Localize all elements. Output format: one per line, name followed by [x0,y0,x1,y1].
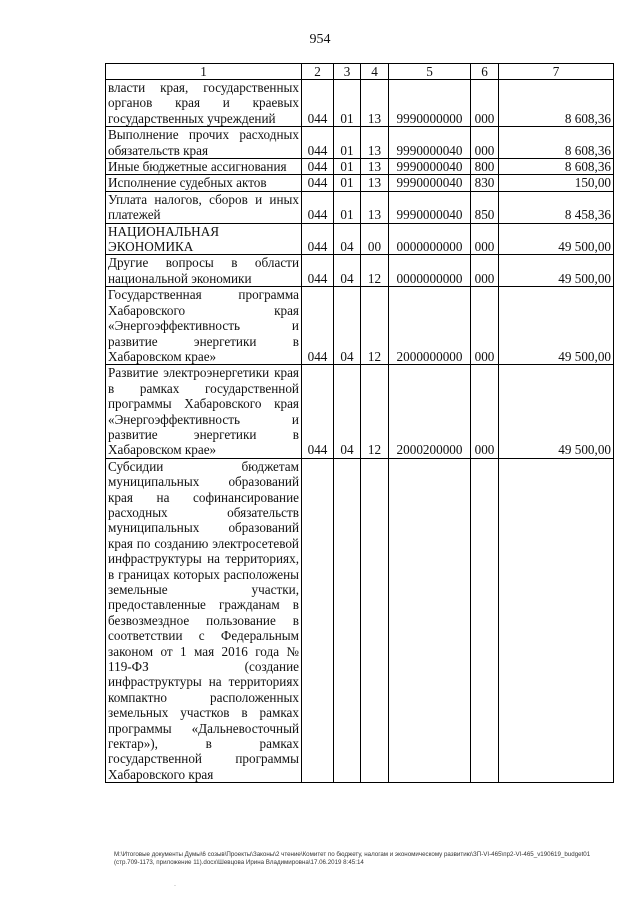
cell-expense-type: 000 [471,80,499,127]
column-header: 6 [471,64,499,80]
row-name: Уплата налогов, сборов и иных платежей [106,191,302,223]
cell-admin-code: 044 [302,365,334,458]
table-row [106,159,614,175]
cell-expense-type: 000 [471,255,499,287]
cell-expense-type: 000 [471,127,499,159]
cell-admin-code: 044 [302,223,334,255]
cell-admin-code: 044 [302,127,334,159]
cell-subsection: 00 [361,223,389,255]
row-name: Выполнение прочих расходных обязательств края [106,127,302,159]
cell-target-article: 9990000040 [389,127,471,159]
row-name: власти края, государственных органов края и краевых государственных учреждений [106,80,302,127]
column-header: 7 [499,64,614,80]
cell-expense-type [471,458,499,783]
cell-amount [499,458,614,783]
cell-subsection: 13 [361,191,389,223]
cell-section [334,458,361,783]
column-header: 1 [106,64,302,80]
column-header: 4 [361,64,389,80]
cell-target-article: 2000000000 [389,287,471,365]
table-header-row [106,64,614,80]
cell-admin-code: 044 [302,255,334,287]
cell-amount: 49 500,00 [499,365,614,458]
cell-subsection: 13 [361,175,389,191]
cell-target-article: 9990000040 [389,159,471,175]
cell-amount: 8 608,36 [499,127,614,159]
table-row [106,191,614,223]
cell-section: 01 [334,127,361,159]
cell-target-article: 9990000040 [389,191,471,223]
row-name: Исполнение судебных актов [106,175,302,191]
cell-subsection: 13 [361,127,389,159]
cell-section: 04 [334,255,361,287]
table-row [106,458,614,783]
cell-subsection: 13 [361,159,389,175]
row-name: Государственная программа Хабаровского края «Энергоэффективность и развитие энергетики в Хабаровском крае» [106,287,302,365]
cell-amount: 8 608,36 [499,80,614,127]
cell-section: 01 [334,80,361,127]
table-row [106,175,614,191]
cell-target-article: 2000200000 [389,365,471,458]
cell-admin-code: 044 [302,287,334,365]
cell-subsection: 12 [361,255,389,287]
cell-target-article [389,458,471,783]
row-name: Иные бюджетные ассигнования [106,159,302,175]
cell-amount: 8 458,36 [499,191,614,223]
table-row [106,223,614,255]
cell-amount: 150,00 [499,175,614,191]
cell-expense-type: 000 [471,223,499,255]
cell-admin-code: 044 [302,159,334,175]
row-name: НАЦИОНАЛЬНАЯ ЭКОНОМИКА [106,223,302,255]
cell-subsection: 12 [361,287,389,365]
table-row [106,365,614,458]
cell-target-article: 9990000000 [389,80,471,127]
row-name: Субсидии бюджетам муниципальных образований края на софинансирование расходных обязательств муниципальных образований края по созданию электросетевой инфраструктуры на территориях, в границах которых расположены земельные участки, предоставленные гражданам в безвозмездное пользование в соответствии с Федеральным законом от 1 мая 2016 года № 119-ФЗ (создание инфраструктуры на территориях компактно расположенных земельных участков в рамках программы «Дальневосточный гектар»), в рамках государственной программы Хабаровского края [106,458,302,783]
cell-target-article: 0000000000 [389,255,471,287]
cell-admin-code: 044 [302,175,334,191]
table-row [106,80,614,127]
cell-amount: 49 500,00 [499,223,614,255]
table-row [106,287,614,365]
column-header: 2 [302,64,334,80]
cell-section: 04 [334,287,361,365]
cell-expense-type: 800 [471,159,499,175]
cell-admin-code: 044 [302,191,334,223]
cell-section: 04 [334,365,361,458]
document-footer-path: М:\Итоговые документы Думы\6 созыв\Проекты\Законы\2 чтение\Комитет по бюджету, налогам и экономическому развитию\ЗП-VI-465\пр2-VI-465_v190619_budget01 (стр.709-1173, приложение 11).docx\Шевцова Ирина Владимировна\17.06.2019 8:45:14 [114,851,591,866]
cell-subsection: 13 [361,80,389,127]
cell-target-article: 0000000000 [389,223,471,255]
cell-section: 04 [334,223,361,255]
cell-subsection [361,458,389,783]
cell-expense-type: 830 [471,175,499,191]
cell-expense-type: 000 [471,365,499,458]
cell-subsection: 12 [361,365,389,458]
column-header: 3 [334,64,361,80]
table-row [106,255,614,287]
cell-section: 01 [334,159,361,175]
cell-amount: 49 500,00 [499,287,614,365]
cell-expense-type: 850 [471,191,499,223]
footer-mark: · [174,883,176,889]
cell-expense-type: 000 [471,287,499,365]
cell-admin-code: 044 [302,80,334,127]
cell-section: 01 [334,175,361,191]
cell-target-article: 9990000040 [389,175,471,191]
cell-amount: 8 608,36 [499,159,614,175]
column-header: 5 [389,64,471,80]
budget-table [105,63,614,783]
cell-admin-code [302,458,334,783]
page-number: 954 [309,32,331,47]
cell-amount: 49 500,00 [499,255,614,287]
table-row [106,127,614,159]
cell-section: 01 [334,191,361,223]
row-name: Другие вопросы в области национальной экономики [106,255,302,287]
row-name: Развитие электроэнергетики края в рамках государственной программы Хабаровского края «Энергоэффективность и развитие энергетики в Хабаровском крае» [106,365,302,458]
